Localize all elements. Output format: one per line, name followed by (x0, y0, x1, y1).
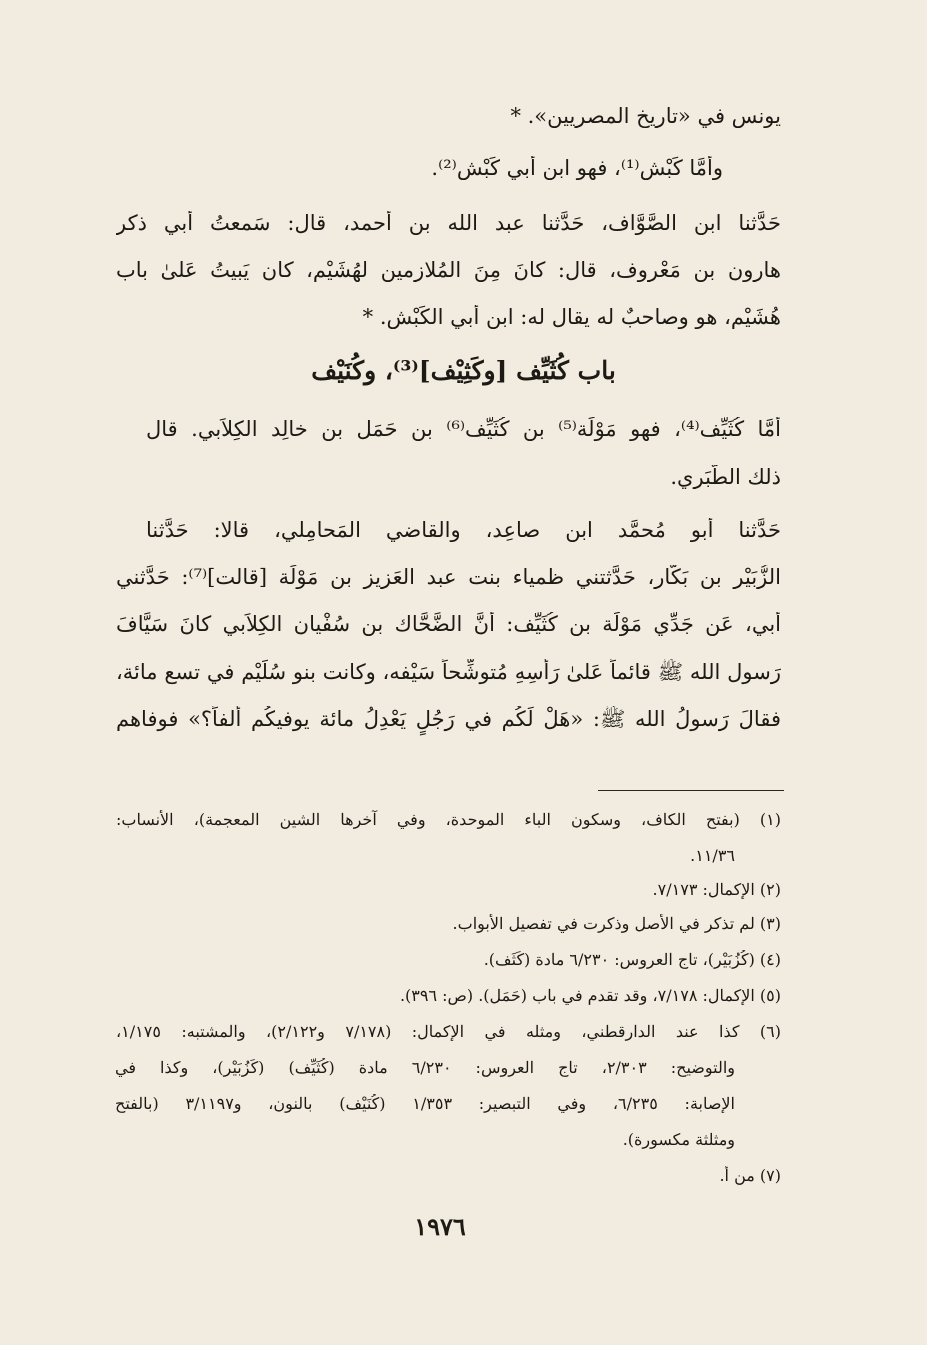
footnote-6-cont-3: ومثلثة مكسورة). (622, 1130, 735, 1149)
footnote-1-cont: ١١/٣٦. (690, 846, 735, 865)
body-line-4: هارون بن مَعْروف، قال: كانَ مِنَ المُلازمين لهُشَيْم، كان يَبيتُ عَلىٰ باب (116, 258, 781, 282)
section-heading: باب كُثَيِّف [وكَثِيْف]⁽³⁾، وكُنَيْف (311, 356, 616, 385)
footnote-5: (٥) الإكمال: ٧/١٧٨، وقد تقدم في باب (حَمَل). (ص: ٣٩٦). (399, 986, 781, 1005)
body-line-7: ذلك الطَّبَري. (670, 465, 781, 489)
body-line-5: هُشَيْم، هو وصاحبٌ له يقال له: ابن أبي الكَبْش. * (362, 305, 781, 329)
body-line-2: وأمَّا كَبْش⁽¹⁾، فهو ابن أبي كَبْش⁽²⁾. (431, 156, 723, 180)
footnote-7: (٧) من أ. (719, 1166, 781, 1185)
footnote-1: (١) (بفتح الكاف، وسكون الباء الموحدة، وفي آخرها الشين المعجمة)، الأنساب: (116, 810, 781, 829)
body-line-3: حَدَّثنا ابن الصَّوَّاف، حَدَّثنا عبد الله بن أحمد، قال: سَمعتُ أبي ذكر (116, 211, 781, 235)
footnote-6: (٦) كذا عند الدارقطني، ومثله في الإكمال: (٧/١٧٨ و٢/١٢٢)، والمشتبه: ١/١٧٥، (116, 1022, 781, 1041)
footnote-separator (598, 790, 784, 791)
page-number: ١٩٧٦ (414, 1212, 466, 1241)
body-line-6: أمَّا كُثَيِّف⁽⁴⁾، فهو مَوْلَة⁽⁵⁾ بن كُثَيِّف⁽⁶⁾ بن حَمَل بن خالِد الكِلاَبي. قال (146, 417, 781, 441)
body-line-1: يونس في «تاريخ المصريين». * (510, 104, 781, 128)
footnote-6-cont-2: الإصابة: ٦/٢٣٥، وفي التبصير: ١/٣٥٣ (كُنَيْف) بالنون، و٣/١١٩٧ (بالفتح (115, 1094, 735, 1113)
footnote-4: (٤) (كُزُبَيْر)، تاج العروس: ٦/٢٣٠ مادة (كَثَف). (483, 950, 781, 969)
body-line-9: الزُّبَيْر بن بَكَّار، حَدَّثتني ظمياء بنت عبد العَزيز بن مَوْلَة [قالت]⁽⁷⁾: حَدَّثني (116, 565, 781, 589)
footnote-6-cont-1: والتوضيح: ٢/٣٠٣، تاج العروس: ٦/٢٣٠ مادة (كُثَيِّف) (كَزُبَيْر)، وكذا في (115, 1058, 735, 1077)
body-line-8: حَدَّثنا أبو مُحمَّد ابن صاعِد، والقاضي المَحامِلي، قالا: حَدَّثنا (146, 518, 781, 542)
footnote-3: (٣) لم تذكر في الأصل وذكرت في تفصيل الأبواب. (452, 914, 781, 933)
body-line-12: فقالَ رَسولُ الله ﷺ: «هَلْ لَكُم في رَجُلٍ يَعْدِلُ مائة يوفيكُم ألفاً؟» فوفاهم (116, 707, 781, 731)
body-line-11: رَسول الله ﷺ قائماً عَلىٰ رَأْسِهِ مُتوشِّحاً سَيْفه، وكانت بنو سُلَيْم في تسع مائة، (116, 660, 781, 684)
footnote-2: (٢) الإكمال: ٧/١٧٣. (652, 880, 781, 899)
body-line-10: أبي، عَن جَدِّي مَوْلَة بن كُثَيِّف: أنَّ الضَّحَّاك بن سُفْيان الكِلاَبي كانَ سَيَّافَ (116, 612, 781, 636)
